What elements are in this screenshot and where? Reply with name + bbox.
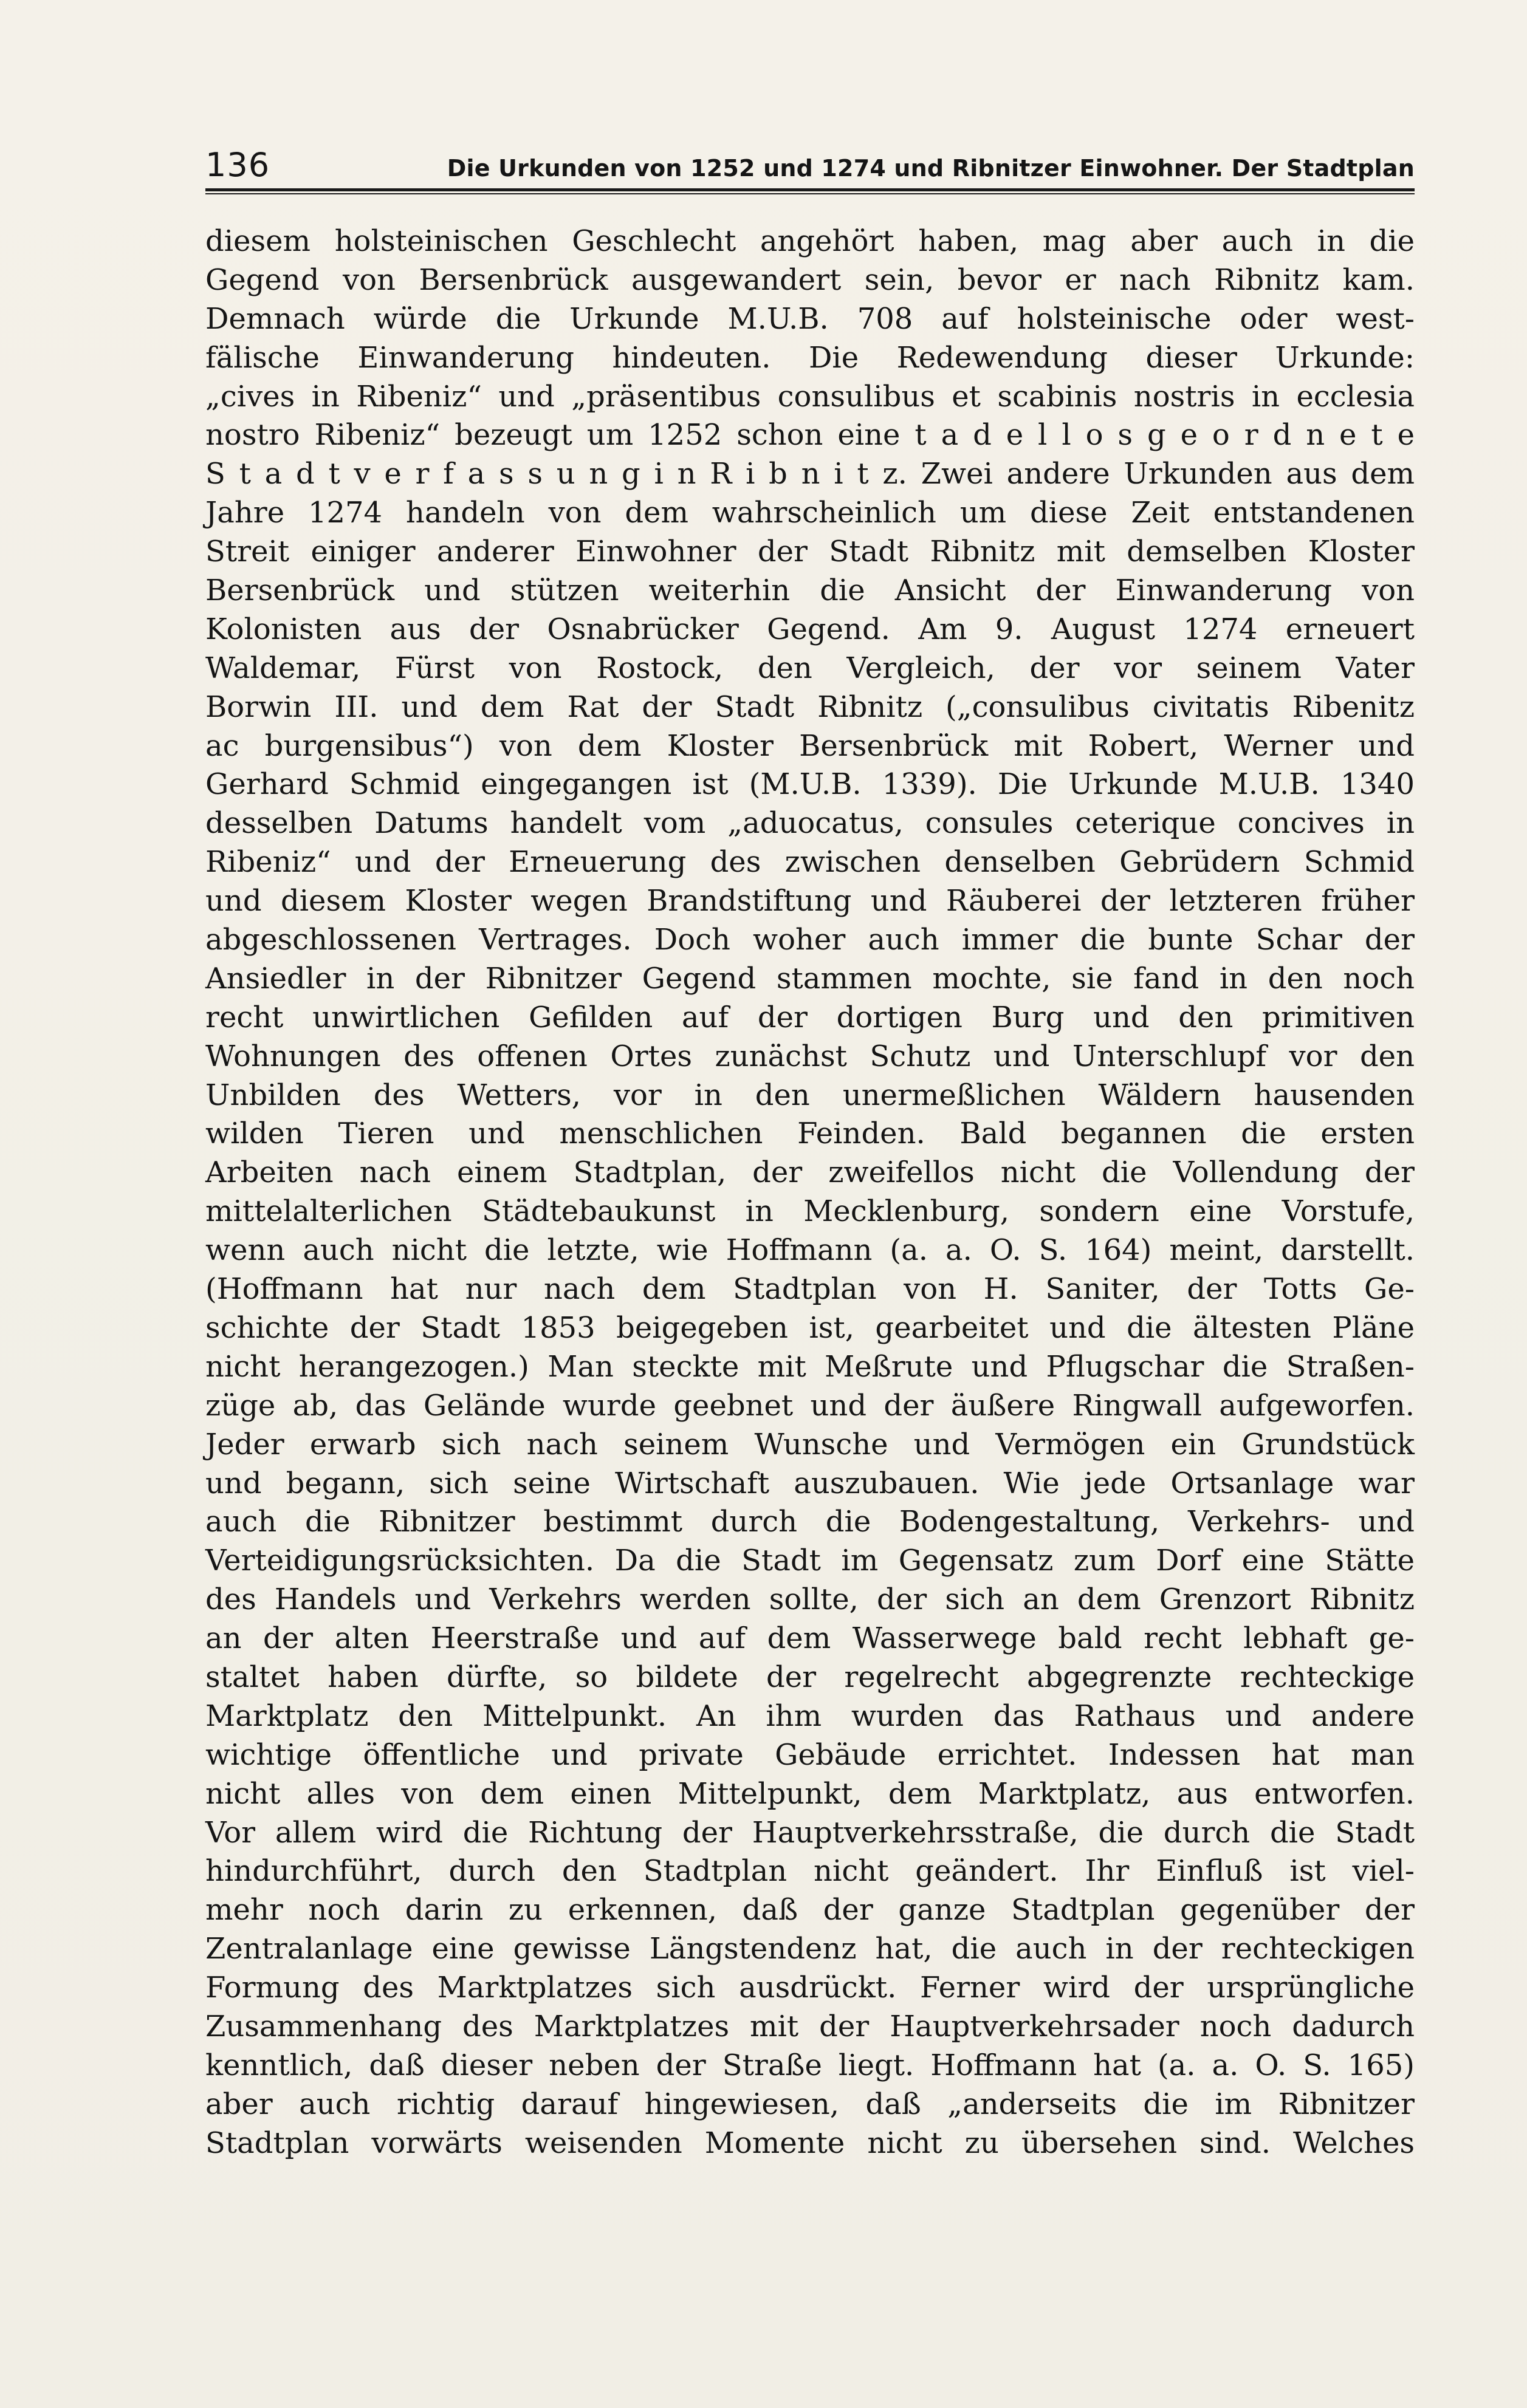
- text-line: Jeder erwarb sich nach seinem Wunsche und Vermögen ein Grundstück: [205, 1427, 1415, 1462]
- text-line: schichte der Stadt 1853 beigegeben ist, gearbeitet und die ältesten Pläne: [205, 1310, 1415, 1345]
- text-line: nicht alles von dem einen Mittelpunkt, dem Marktplatz, aus entworfen.: [205, 1776, 1415, 1811]
- body-text: [205, 222, 1415, 2163]
- text-line: Verteidigungsrücksichten. Da die Stadt im Gegensatz zum Dorf eine Stätte: [205, 1544, 1415, 1578]
- text-line: Kolonisten aus der Osnabrücker Gegend. Am 9. August 1274 erneuert: [205, 612, 1415, 646]
- text-line: Zusammenhang des Marktplatzes mit der Hauptverkehrsader noch dadurch: [205, 2009, 1415, 2044]
- running-title: Die Urkunden von 1252 und 1274 und Ribnitzer Einwohner. Der Stadtplan: [447, 155, 1415, 182]
- text-line: Demnach würde die Urkunde M.U.B. 708 auf holsteinische oder west-: [205, 301, 1415, 336]
- text-line: Stadtplan vorwärts weisenden Momente nicht zu übersehen sind. Welches: [205, 2126, 1415, 2160]
- text-line: nostro Ribeniz“ bezeugt um 1252 schon eine t a d e l l o s g e o r d n e t e: [205, 418, 1415, 453]
- text-line: Arbeiten nach einem Stadtplan, der zweifellos nicht die Vollendung der: [205, 1155, 1415, 1190]
- text-line: mittelalterlichen Städtebaukunst in Mecklenburg, sondern eine Vorstufe,: [205, 1194, 1415, 1229]
- text-line: S t a d t v e r f a s s u n g i n R i b n i t z. Zwei andere Urkunden aus dem: [205, 457, 1415, 491]
- text-line: hindurchführt, durch den Stadtplan nicht geändert. Ihr Einfluß ist viel-: [205, 1854, 1415, 1889]
- text-line: Jahre 1274 handeln von dem wahrscheinlich um diese Zeit entstandenen: [205, 496, 1415, 530]
- text-line: des Handels und Verkehrs werden sollte, der sich an dem Grenzort Ribnitz: [205, 1582, 1415, 1617]
- text-line: „cives in Ribeniz“ und „präsentibus consulibus et scabinis nostris in ecclesia: [205, 379, 1415, 414]
- text-line: Wohnungen des offenen Ortes zunächst Schutz und Unterschlupf vor den: [205, 1039, 1415, 1073]
- text-line: wilden Tieren und menschlichen Feinden. Bald begannen die ersten: [205, 1117, 1415, 1151]
- text-line: nicht herangezogen.) Man steckte mit Meßrute und Pflugschar die Straßen-: [205, 1349, 1415, 1384]
- text-line: kenntlich, daß dieser neben der Straße liegt. Hoffmann hat (a. a. O. S. 165): [205, 2048, 1415, 2082]
- text-line: desselben Datums handelt vom „aduocatus, consules ceterique concives in: [205, 806, 1415, 841]
- text-line: mehr noch darin zu erkennen, daß der ganze Stadtplan gegenüber der: [205, 1893, 1415, 1927]
- text-line: Marktplatz den Mittelpunkt. An ihm wurden das Rathaus und andere: [205, 1698, 1415, 1733]
- text-line: recht unwirtlichen Gefilden auf der dortigen Burg und den primitiven: [205, 1000, 1415, 1035]
- text-line: (Hoffmann hat nur nach dem Stadtplan von H. Saniter, der Totts Ge-: [205, 1272, 1415, 1307]
- text-line: fälische Einwanderung hindeuten. Die Redewendung dieser Urkunde:: [205, 340, 1415, 375]
- header-rule-thin: [205, 193, 1415, 194]
- text-line: Borwin III. und dem Rat der Stadt Ribnitz („consulibus civitatis Ribenitz: [205, 689, 1415, 724]
- text-line: und begann, sich seine Wirtschaft auszubauen. Wie jede Ortsanlage war: [205, 1466, 1415, 1500]
- text-line: und diesem Kloster wegen Brandstiftung und Räuberei der letzteren früher: [205, 884, 1415, 918]
- text-line: wenn auch nicht die letzte, wie Hoffmann (a. a. O. S. 164) meint, darstellt.: [205, 1233, 1415, 1268]
- text-line: Gegend von Bersenbrück ausgewandert sein, bevor er nach Ribnitz kam.: [205, 262, 1415, 297]
- text-line: abgeschlossenen Vertrages. Doch woher auch immer die bunte Schar der: [205, 923, 1415, 957]
- text-line: Bersenbrück und stützen weiterhin die Ansicht der Einwanderung von: [205, 573, 1415, 608]
- text-line: züge ab, das Gelände wurde geebnet und der äußere Ringwall aufgeworfen.: [205, 1388, 1415, 1423]
- text-line: wichtige öffentliche und private Gebäude errichtet. Indessen hat man: [205, 1737, 1415, 1772]
- text-line: Zentralanlage eine gewisse Längstendenz hat, die auch in der rechteckigen: [205, 1932, 1415, 1966]
- text-line: Formung des Marktplatzes sich ausdrückt. Ferner wird der ursprüngliche: [205, 1971, 1415, 2005]
- text-line: Unbilden des Wetters, vor in den unermeßlichen Wäldern hausenden: [205, 1078, 1415, 1112]
- text-line: staltet haben dürfte, so bildete der regelrecht abgegrenzte rechteckige: [205, 1660, 1415, 1694]
- text-line: Vor allem wird die Richtung der Hauptverkehrsstraße, die durch die Stadt: [205, 1815, 1415, 1850]
- text-line: aber auch richtig darauf hingewiesen, daß „anderseits die im Ribnitzer: [205, 2087, 1415, 2121]
- text-line: Gerhard Schmid eingegangen ist (M.U.B. 1339). Die Urkunde M.U.B. 1340: [205, 767, 1415, 802]
- text-line: auch die Ribnitzer bestimmt durch die Bodengestaltung, Verkehrs- und: [205, 1505, 1415, 1539]
- text-line: an der alten Heerstraße und auf dem Wasserwege bald recht lebhaft ge-: [205, 1621, 1415, 1656]
- text-line: ac burgensibus“) von dem Kloster Bersenbrück mit Robert, Werner und: [205, 728, 1415, 763]
- header-rule: [205, 188, 1415, 191]
- text-line: diesem holsteinischen Geschlecht angehört haben, mag aber auch in die: [205, 224, 1415, 258]
- text-line: Waldemar, Fürst von Rostock, den Vergleich, der vor seinem Vater: [205, 651, 1415, 685]
- page-number: 136: [205, 146, 270, 184]
- text-line: Ansiedler in der Ribnitzer Gegend stammen mochte, sie fand in den noch: [205, 961, 1415, 996]
- text-line: Streit einiger anderer Einwohner der Stadt Ribnitz mit demselben Kloster: [205, 535, 1415, 569]
- page-header: [205, 141, 1415, 183]
- text-line: Ribeniz“ und der Erneuerung des zwischen denselben Gebrüdern Schmid: [205, 845, 1415, 880]
